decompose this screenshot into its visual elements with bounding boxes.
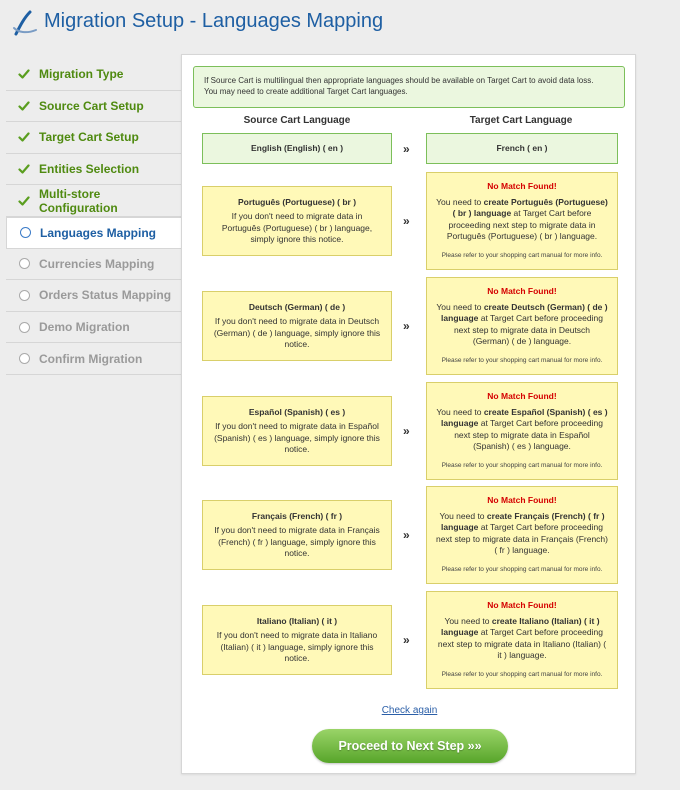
source-language-text: If you don't need to migrate data in Français (French) ( fr ) language, simply ignore this notice. bbox=[214, 525, 380, 558]
circle-icon bbox=[19, 227, 31, 239]
mapping-arrow-icon: » bbox=[403, 319, 410, 333]
step-label: Target Cart Setup bbox=[39, 130, 139, 145]
source-language-notice bbox=[202, 291, 392, 361]
step-label: Entities Selection bbox=[39, 162, 140, 177]
step-currencies-mapping[interactable] bbox=[6, 249, 181, 281]
refer-manual-text: Please refer to your shopping cart manual for more info. bbox=[441, 461, 603, 469]
step-migration-type[interactable] bbox=[6, 59, 181, 91]
circle-icon bbox=[18, 321, 30, 333]
instruction-create-language: create Português (Portuguese) ( br ) language bbox=[452, 196, 608, 218]
target-language-instruction bbox=[435, 197, 609, 243]
notice-line-1: If Source Cart is multilingual then appropriate languages should be available on Target Cart to avoid data loss. bbox=[204, 76, 594, 85]
source-language-default: English (English) ( en ) bbox=[202, 133, 392, 164]
instruction-suffix: at Target Cart before proceeding next step to migrate data in Português (Portuguese) ( br ) language. bbox=[446, 208, 598, 241]
source-language-text: If you don't need to migrate data in Italiano (Italian) ( it ) language, simply ignore this notice. bbox=[216, 630, 378, 663]
source-language-notice bbox=[202, 186, 392, 256]
step-label: Orders Status Mapping bbox=[39, 288, 172, 303]
mapping-arrow-icon: » bbox=[403, 633, 410, 647]
target-language-no-match bbox=[426, 277, 618, 375]
target-language-no-match bbox=[426, 486, 618, 584]
steps-sidebar bbox=[6, 59, 181, 375]
no-match-title: No Match Found! bbox=[487, 181, 557, 191]
source-language-title: Español (Spanish) ( es ) bbox=[248, 406, 346, 417]
source-language-notice bbox=[202, 396, 392, 466]
step-entities-selection[interactable] bbox=[6, 154, 181, 186]
target-language-instruction bbox=[435, 302, 609, 348]
mapping-arrow-icon: » bbox=[403, 528, 410, 542]
multilingual-notice bbox=[193, 66, 625, 108]
refer-manual-text: Please refer to your shopping cart manual for more info. bbox=[441, 356, 603, 364]
step-languages-mapping[interactable] bbox=[6, 217, 182, 249]
source-language-text: If you don't need to migrate data in Español (Spanish) ( es ) language, simply ignore this notice. bbox=[214, 421, 380, 454]
target-language-no-match bbox=[426, 382, 618, 480]
step-label: Languages Mapping bbox=[40, 225, 157, 240]
step-source-cart-setup[interactable] bbox=[6, 91, 181, 123]
circle-icon bbox=[18, 289, 30, 301]
source-language-text: If you don't need to migrate data in Português (Portuguese) ( br ) language, simply ignore this notice. bbox=[221, 211, 373, 244]
source-language-title: Français (French) ( fr ) bbox=[251, 510, 343, 521]
step-multi-store-configuration[interactable] bbox=[6, 185, 181, 217]
instruction-suffix: at Target Cart before proceeding next step to migrate data in Español (Spanish) ( es ) language. bbox=[454, 418, 603, 451]
checkmark-icon bbox=[18, 100, 30, 112]
step-orders-status-mapping[interactable] bbox=[6, 280, 181, 312]
step-demo-migration[interactable] bbox=[6, 312, 181, 344]
mapping-arrow-icon: » bbox=[403, 424, 410, 438]
proceed-next-step-button[interactable]: Proceed to Next Step »» bbox=[312, 729, 508, 763]
step-target-cart-setup[interactable] bbox=[6, 122, 181, 154]
step-label: Demo Migration bbox=[39, 320, 130, 335]
source-language-title: Italiano (Italian) ( it ) bbox=[256, 615, 338, 626]
step-label: Confirm Migration bbox=[39, 351, 143, 366]
target-language-instruction bbox=[435, 407, 609, 453]
instruction-create-language: create Español (Spanish) ( es ) language bbox=[441, 406, 608, 428]
source-language-notice bbox=[202, 605, 392, 675]
mapping-arrow-icon: » bbox=[403, 142, 410, 156]
target-language-instruction bbox=[435, 616, 609, 662]
source-language-title: Deutsch (German) ( de ) bbox=[248, 301, 346, 312]
notice-line-2: You may need to create additional Target Cart languages. bbox=[204, 87, 408, 96]
source-column-header: Source Cart Language bbox=[243, 115, 351, 126]
instruction-create-language: create Italiano (Italian) ( it ) language bbox=[441, 615, 600, 637]
refer-manual-text: Please refer to your shopping cart manual for more info. bbox=[441, 251, 603, 259]
target-language-no-match bbox=[426, 172, 618, 270]
instruction-prefix: You need to bbox=[444, 615, 492, 626]
checkmark-icon bbox=[18, 68, 30, 80]
step-confirm-migration[interactable] bbox=[6, 343, 181, 375]
no-match-title: No Match Found! bbox=[487, 286, 557, 296]
no-match-title: No Match Found! bbox=[487, 600, 557, 610]
target-language-instruction bbox=[435, 511, 609, 557]
step-label: Source Cart Setup bbox=[39, 98, 144, 113]
source-language-text: If you don't need to migrate data in Deutsch (German) ( de ) language, simply ignore this notice. bbox=[213, 316, 381, 349]
target-language-no-match bbox=[426, 591, 618, 689]
target-column-header: Target Cart Language bbox=[469, 115, 573, 126]
refer-manual-text: Please refer to your shopping cart manual for more info. bbox=[441, 670, 603, 678]
circle-icon bbox=[18, 353, 30, 365]
instruction-prefix: You need to bbox=[436, 406, 484, 417]
main-panel bbox=[181, 54, 636, 774]
instruction-suffix: at Target Cart before proceeding next step to migrate data in Deutsch (German) ( de ) language. bbox=[453, 313, 603, 346]
step-label: Migration Type bbox=[39, 67, 124, 82]
instruction-prefix: You need to bbox=[439, 510, 487, 521]
instruction-suffix: at Target Cart before proceeding next step to migrate data in Italiano (Italian) ( it ) language. bbox=[437, 627, 607, 660]
instruction-create-language: create Français (French) ( fr ) language bbox=[441, 510, 605, 532]
circle-icon bbox=[18, 258, 30, 270]
source-language-title: Português (Portuguese) ( br ) bbox=[237, 196, 357, 207]
instruction-prefix: You need to bbox=[436, 196, 484, 207]
checkmark-icon bbox=[18, 131, 30, 143]
refer-manual-text: Please refer to your shopping cart manual for more info. bbox=[441, 565, 603, 573]
app-logo-icon bbox=[10, 8, 40, 38]
no-match-title: No Match Found! bbox=[487, 495, 557, 505]
instruction-prefix: You need to bbox=[436, 301, 484, 312]
target-language-default: French ( en ) bbox=[426, 133, 618, 164]
step-label: Multi-store Configuration bbox=[39, 186, 118, 215]
step-label: Currencies Mapping bbox=[39, 256, 155, 271]
checkmark-icon bbox=[18, 163, 30, 175]
mapping-arrow-icon: » bbox=[403, 214, 410, 228]
page-header bbox=[0, 0, 680, 46]
instruction-create-language: create Deutsch (German) ( de ) language bbox=[441, 301, 608, 323]
source-language-notice bbox=[202, 500, 392, 570]
checkmark-icon bbox=[18, 195, 30, 207]
instruction-suffix: at Target Cart before proceeding next step to migrate data in Français (French) ( fr ) language. bbox=[436, 522, 608, 555]
check-again-link[interactable]: Check again bbox=[381, 705, 438, 716]
no-match-title: No Match Found! bbox=[487, 391, 557, 401]
page-title: Migration Setup - Languages Mapping bbox=[44, 10, 384, 32]
